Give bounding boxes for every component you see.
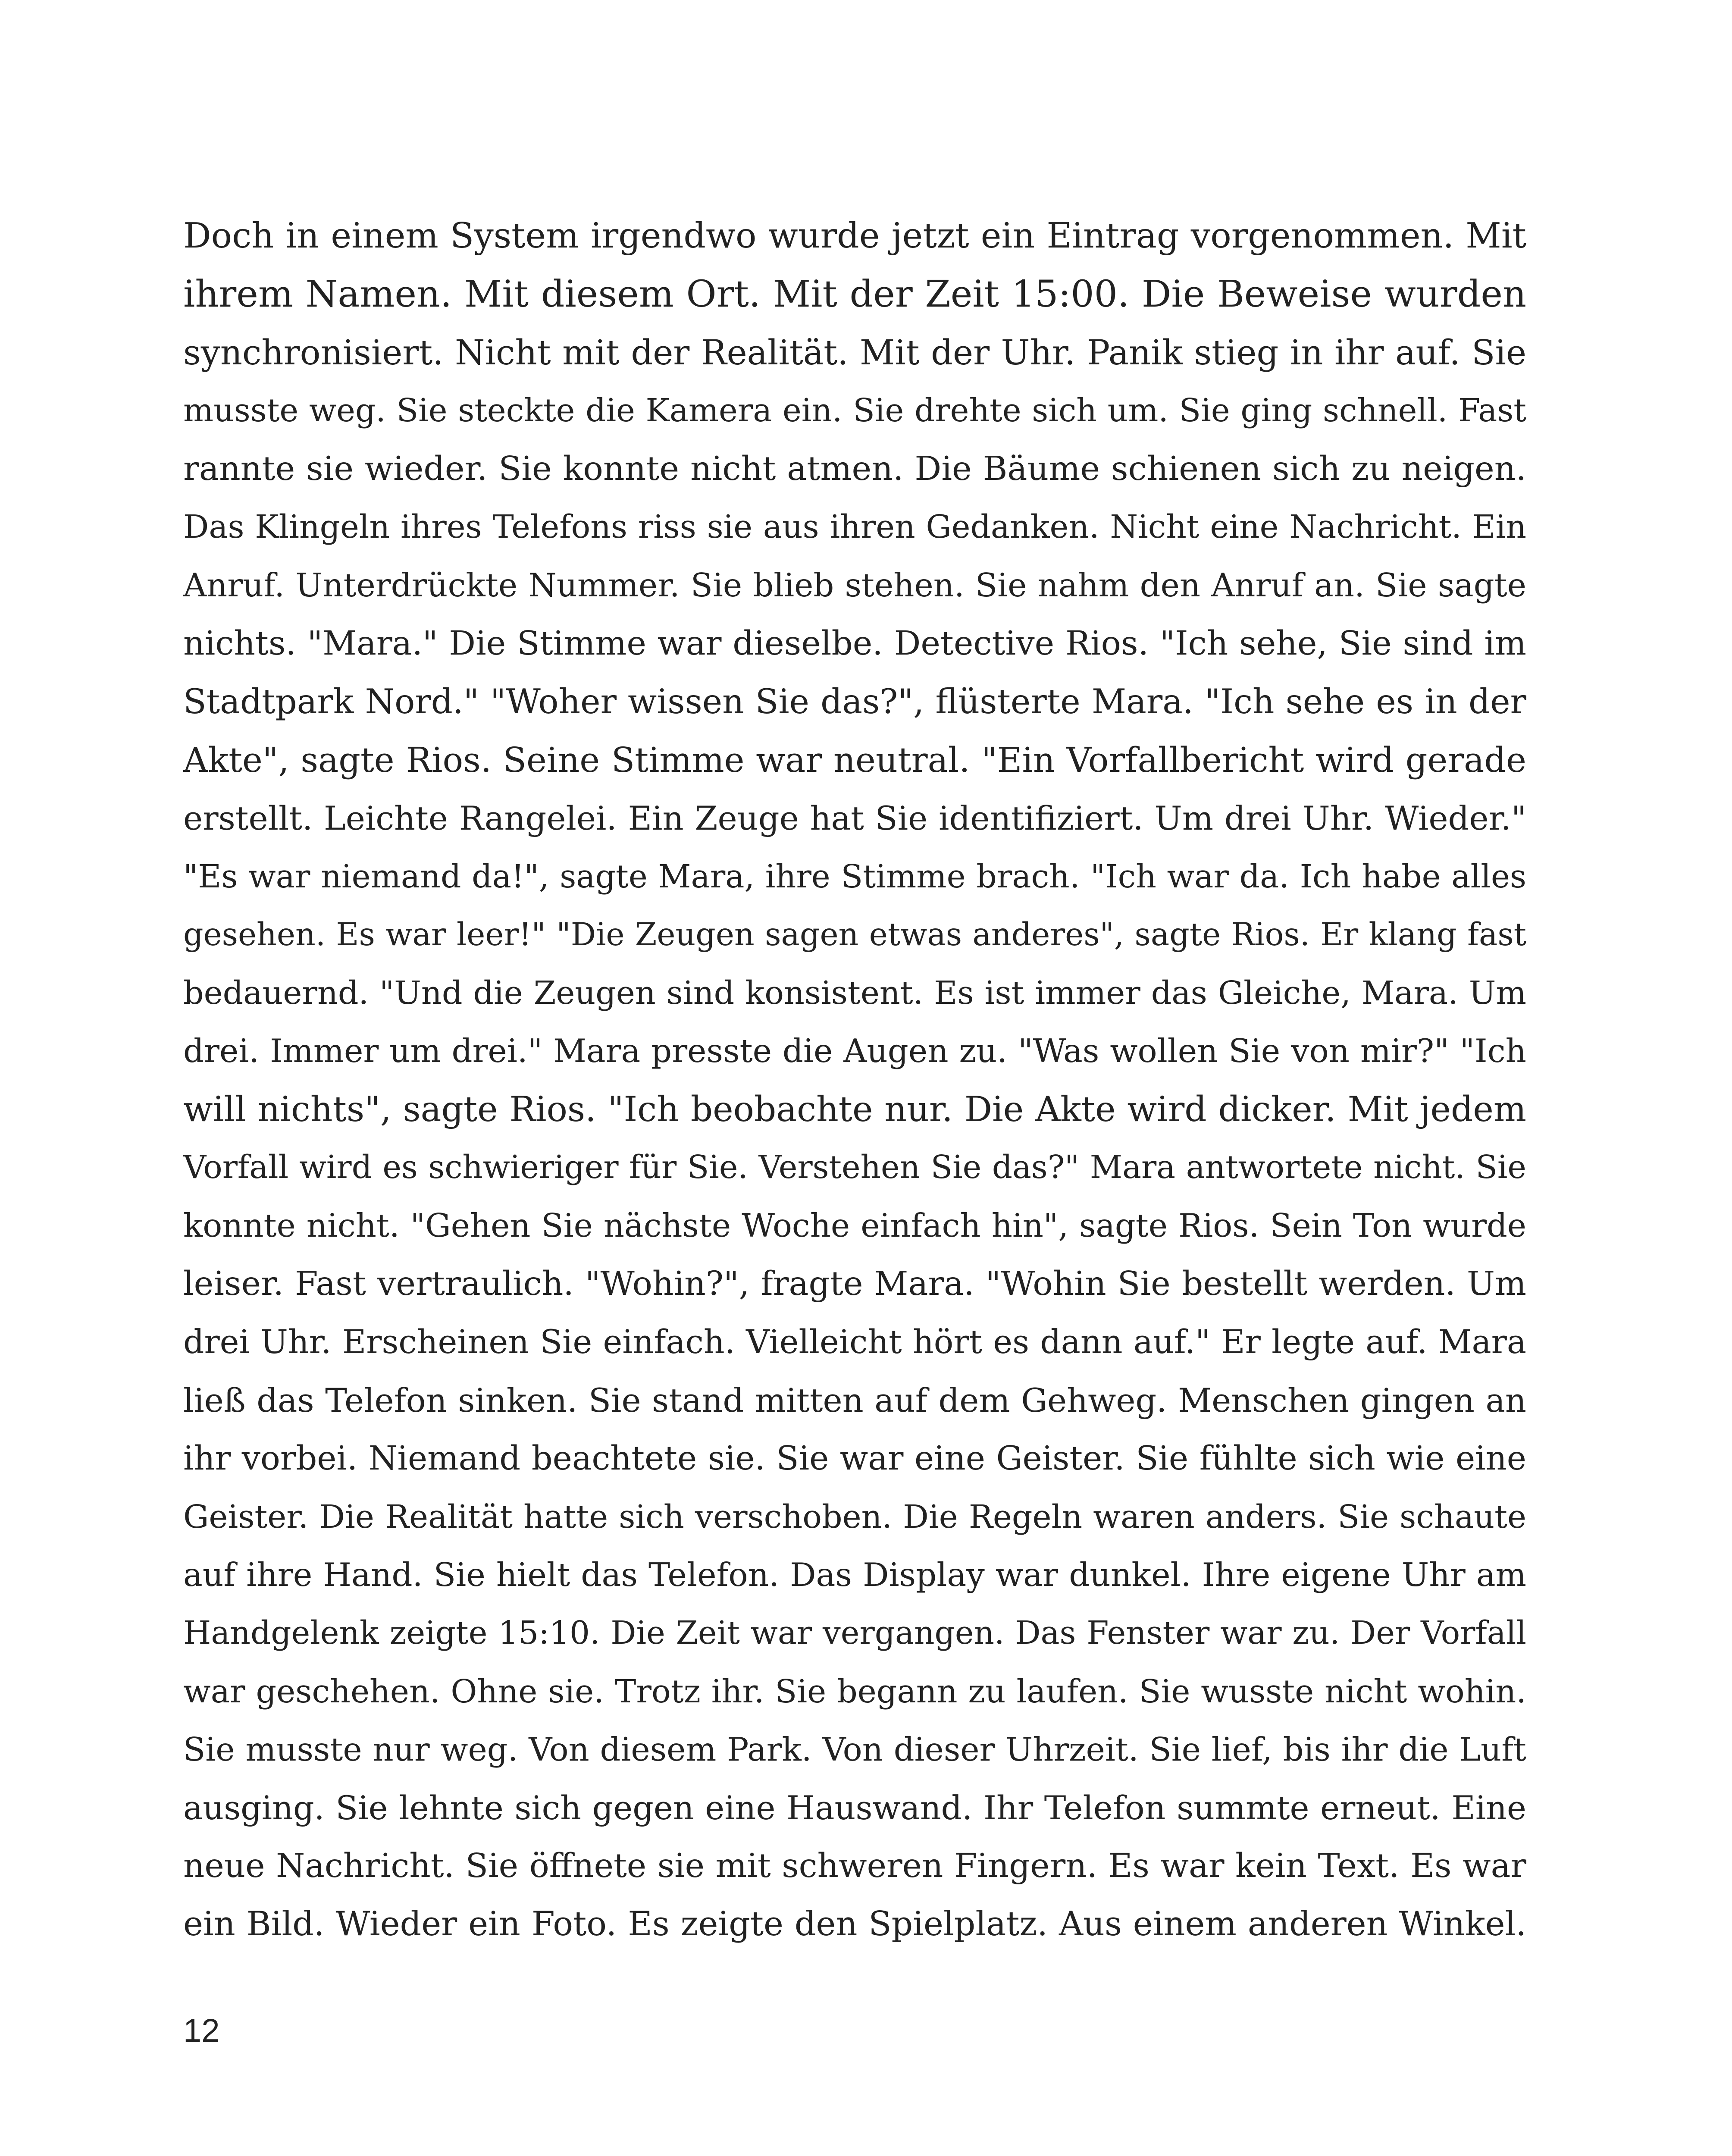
text-line: erstellt. Leichte Rangelei. Ein Zeuge hat Sie identifiziert. Um drei Uhr. Wieder."	[183, 799, 1526, 837]
text-line: neue Nachricht. Sie öffnete sie mit schweren Fingern. Es war kein Text. Es war	[183, 1847, 1526, 1885]
text-line: Stadtpark Nord." "Woher wissen Sie das?", flüsterte Mara. "Ich sehe es in der	[183, 682, 1526, 721]
text-line: drei. Immer um drei." Mara presste die Augen zu. "Was wollen Sie von mir?" "Ich	[183, 1032, 1526, 1070]
text-line: nichts. "Mara." Die Stimme war dieselbe. Detective Rios. "Ich sehe, Sie sind im	[183, 624, 1526, 663]
text-line: drei Uhr. Erscheinen Sie einfach. Vielleicht hört es dann auf." Er legte auf. Mara	[183, 1323, 1526, 1361]
text-line: Geister. Die Realität hatte sich verschoben. Die Regeln waren anders. Sie schaute	[183, 1498, 1526, 1536]
text-line: Akte", sagte Rios. Seine Stimme war neutral. "Ein Vorfallbericht wird gerade	[183, 740, 1526, 780]
text-line: auf ihre Hand. Sie hielt das Telefon. Das Display war dunkel. Ihre eigene Uhr am	[183, 1556, 1526, 1594]
text-line: ausging. Sie lehnte sich gegen eine Hauswand. Ihr Telefon summte erneut. Eine	[183, 1789, 1526, 1827]
text-line: rannte sie wieder. Sie konnte nicht atmen. Die Bäume schienen sich zu neigen.	[183, 449, 1526, 488]
text-line: Handgelenk zeigte 15:10. Die Zeit war vergangen. Das Fenster war zu. Der Vorfall	[183, 1614, 1526, 1651]
text-line: Vorfall wird es schwieriger für Sie. Verstehen Sie das?" Mara antwortete nicht. Sie	[183, 1149, 1526, 1186]
text-line: will nichts", sagte Rios. "Ich beobachte nur. Die Akte wird dicker. Mit jedem	[183, 1089, 1526, 1129]
text-line: musste weg. Sie steckte die Kamera ein. Sie drehte sich um. Sie ging schnell. Fast	[183, 392, 1526, 429]
text-line: ihr vorbei. Niemand beachtete sie. Sie war eine Geister. Sie fühlte sich wie eine	[183, 1439, 1526, 1478]
text-line: Anruf. Unterdrückte Nummer. Sie blieb stehen. Sie nahm den Anruf an. Sie sagte	[183, 567, 1526, 604]
text-line: ließ das Telefon sinken. Sie stand mitten auf dem Gehweg. Menschen gingen an	[183, 1381, 1526, 1420]
text-line: bedauernd. "Und die Zeugen sind konsistent. Es ist immer das Gleiche, Mara. Um	[183, 974, 1526, 1012]
text-line: konnte nicht. "Gehen Sie nächste Woche einfach hin", sagte Rios. Sein Ton wurde	[183, 1207, 1526, 1244]
text-line: "Es war niemand da!", sagte Mara, ihre Stimme brach. "Ich war da. Ich habe alles	[183, 858, 1526, 895]
text-line: leiser. Fast vertraulich. "Wohin?", fragte Mara. "Wohin Sie bestellt werden. Um	[183, 1264, 1526, 1303]
text-line: Doch in einem System irgendwo wurde jetzt ein Eintrag vorgenommen. Mit	[183, 216, 1526, 256]
body-text	[183, 207, 1526, 1953]
text-line: synchronisiert. Nicht mit der Realität. Mit der Uhr. Panik stieg in ihr auf. Sie	[183, 332, 1526, 373]
text-line: war geschehen. Ohne sie. Trotz ihr. Sie begann zu laufen. Sie wusste nicht wohin.	[183, 1673, 1526, 1710]
text-line: gesehen. Es war leer!" "Die Zeugen sagen etwas anderes", sagte Rios. Er klang fast	[183, 916, 1526, 953]
page-number: 12	[183, 2012, 220, 2049]
text-line: Sie musste nur weg. Von diesem Park. Von dieser Uhrzeit. Sie lief, bis ihr die Luft	[183, 1731, 1526, 1768]
text-line: ihrem Namen. Mit diesem Ort. Mit der Zeit 15:00. Die Beweise wurden	[183, 273, 1526, 316]
text-line: ein Bild. Wieder ein Foto. Es zeigte den Spielplatz. Aus einem anderen Winkel.	[183, 1905, 1526, 1943]
text-line: Das Klingeln ihres Telefons riss sie aus ihren Gedanken. Nicht eine Nachricht. Ein	[183, 508, 1526, 545]
